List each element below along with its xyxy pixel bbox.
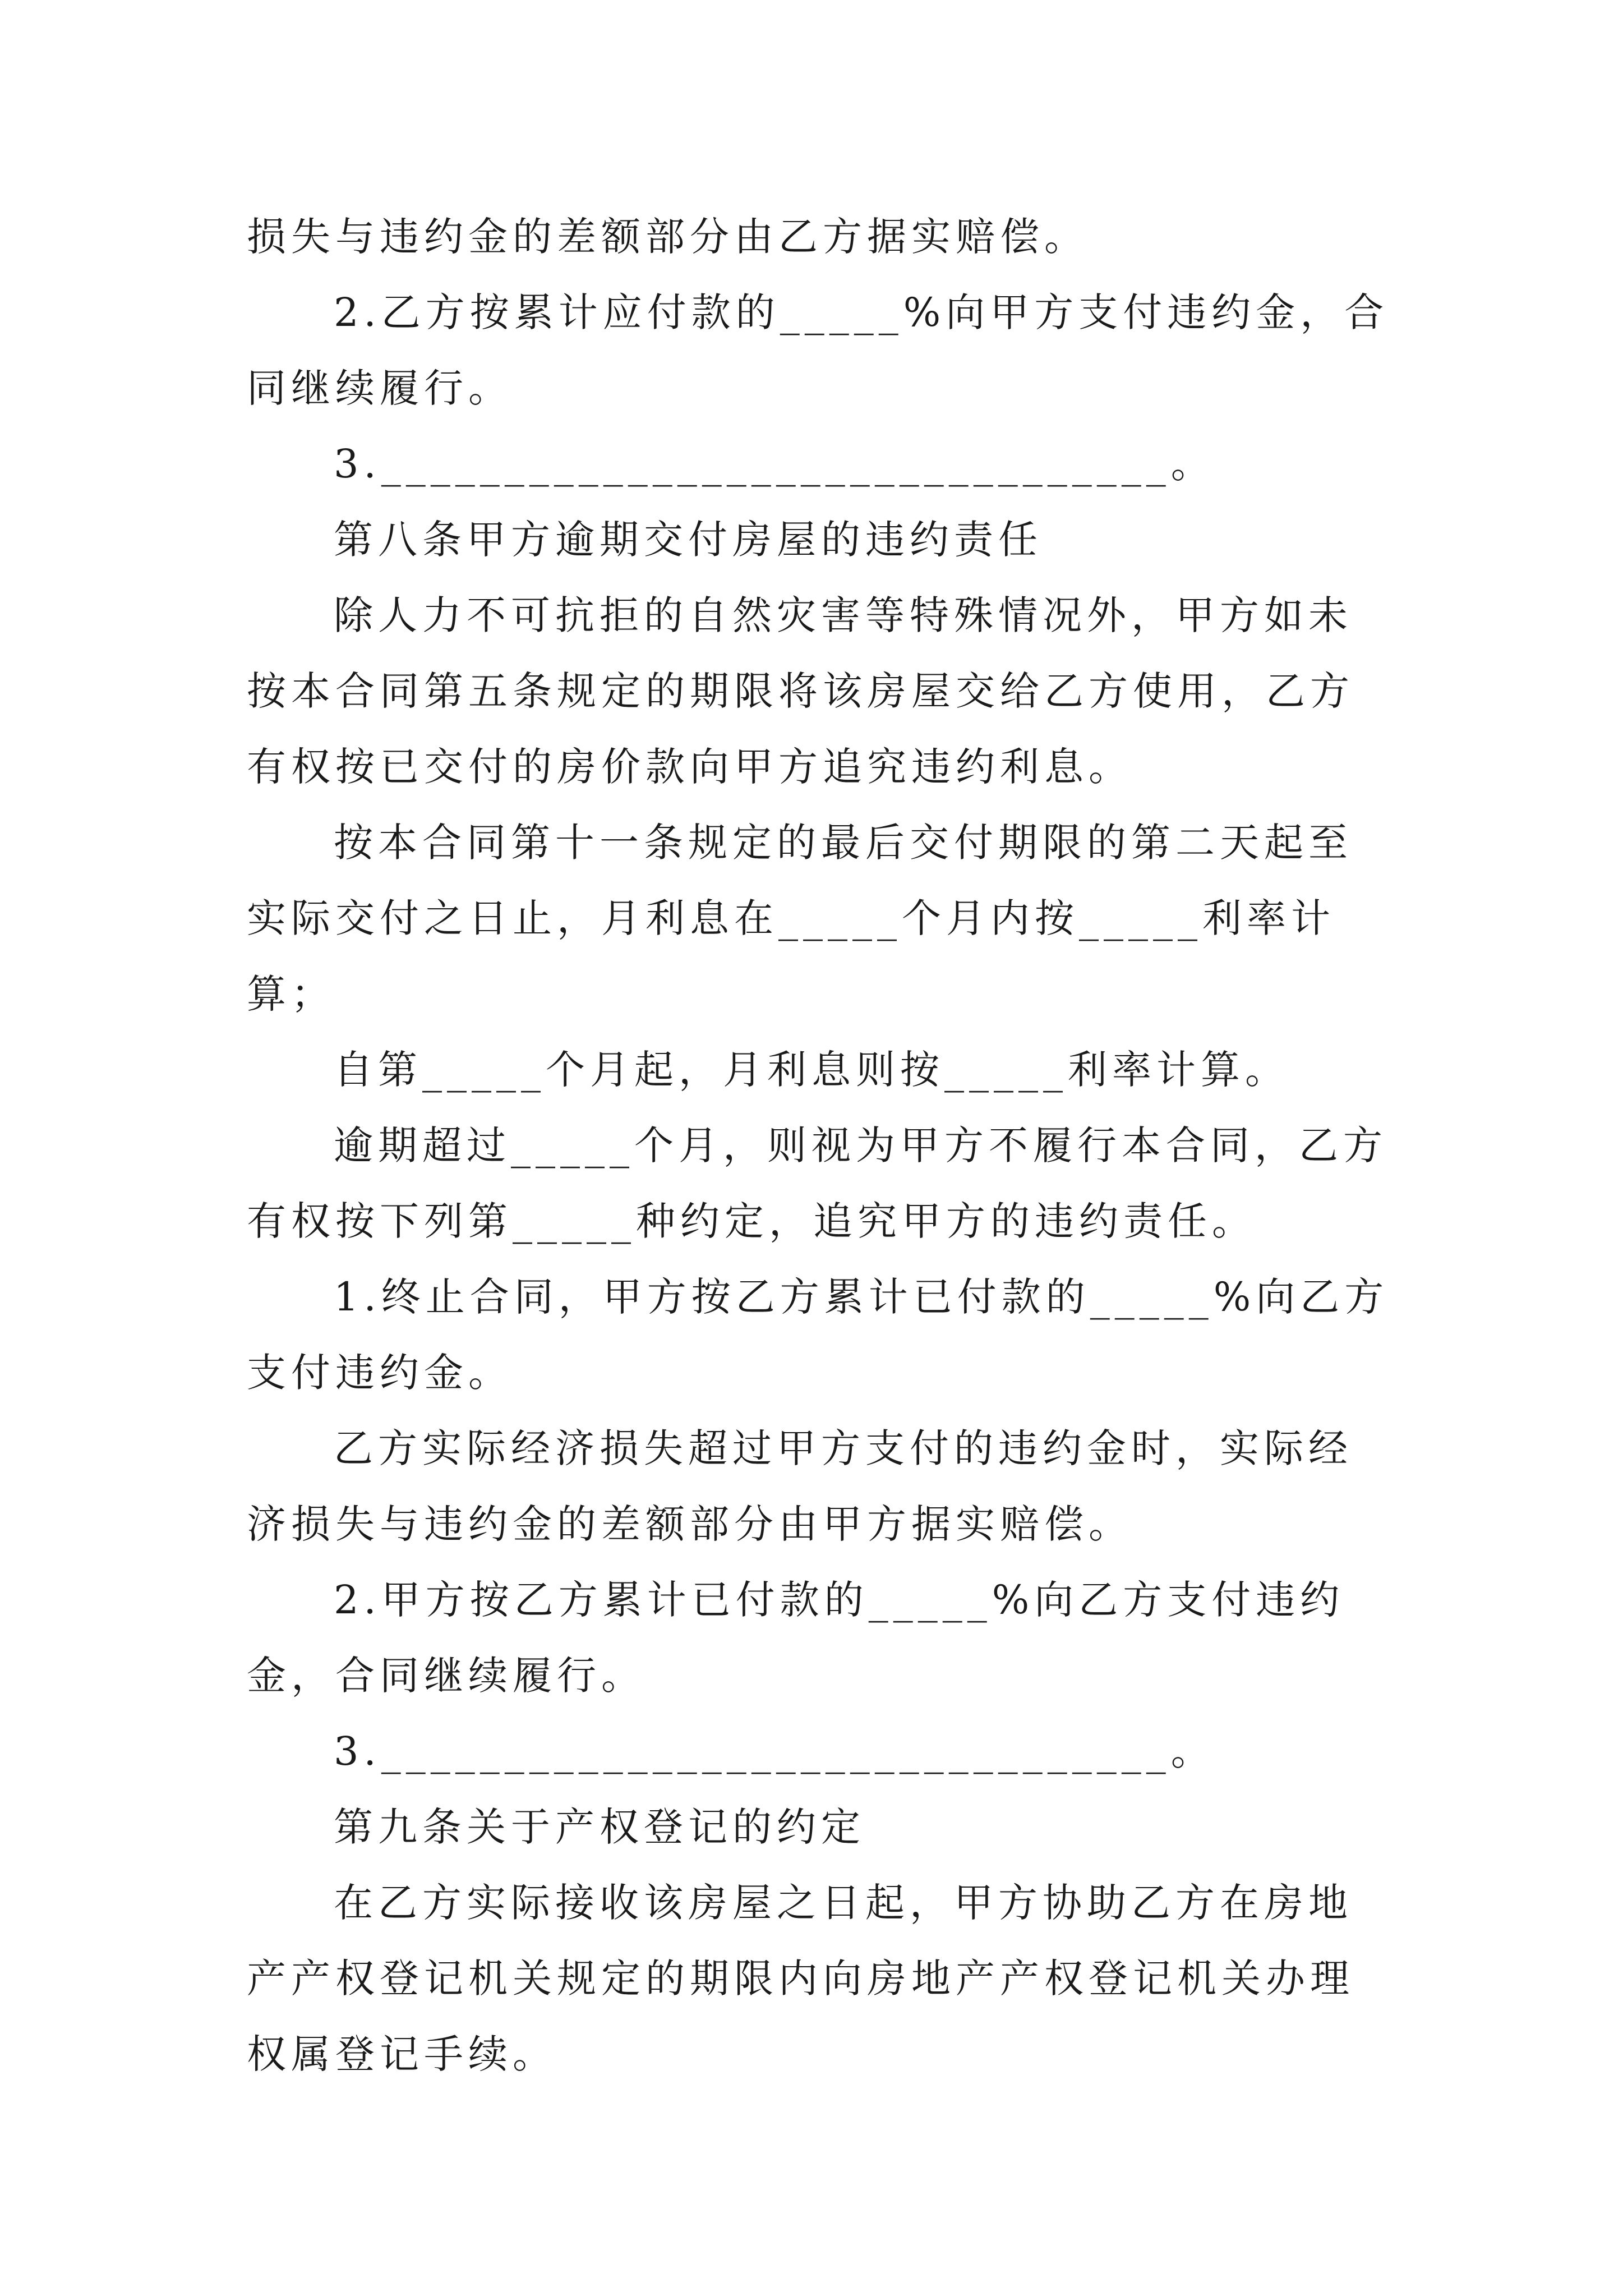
paragraph-1: 损失与违约金的差额部分由乙方据实赔偿。 [247, 214, 1089, 260]
paragraph-6: 按本合同第十一条规定的最后交付期限的第二天起至实际交付之日止，月利息在_____个月内按_____利率计算； [247, 820, 1353, 1017]
article-8-heading: 第八条甲方逾期交付房屋的违约责任 [334, 517, 1043, 563]
paragraph-9: 1.终止合同，甲方按乙方累计已付款的_____%向乙方支付违约金。 [247, 1274, 1389, 1396]
paragraph-3: 3.________________________________。 [334, 441, 1215, 487]
paragraph-5: 除人力不可抗拒的自然灾害等特殊情况外，甲方如未按本合同第五条规定的期限将该房屋交给乙方使用，乙方有权按已交付的房价款向甲方追究违约利息。 [247, 592, 1354, 790]
paragraph-2: 2.乙方按累计应付款的_____%向甲方支付违约金，合同继续履行。 [247, 289, 1389, 411]
article-9-heading: 第九条关于产权登记的约定 [334, 1804, 865, 1850]
paragraph-7: 自第_____个月起，月利息则按_____利率计算。 [334, 1047, 1289, 1093]
paragraph-11: 2.甲方按乙方累计已付款的_____%向乙方支付违约金，合同继续履行。 [247, 1577, 1345, 1699]
paragraph-14: 在乙方实际接收该房屋之日起，甲方协助乙方在房地产产权登记机关规定的期限内向房地产产权登记机关办理权属登记手续。 [247, 1880, 1354, 2077]
paragraph-10: 乙方实际经济损失超过甲方支付的违约金时，实际经济损失与违约金的差额部分由甲方据实赔偿。 [247, 1425, 1353, 1547]
paragraph-8: 逾期超过_____个月，则视为甲方不履行本合同，乙方有权按下列第_____种约定，追究甲方的违约责任。 [247, 1122, 1387, 1244]
paragraph-12: 3.________________________________。 [334, 1728, 1215, 1774]
document-body [247, 199, 1391, 2092]
